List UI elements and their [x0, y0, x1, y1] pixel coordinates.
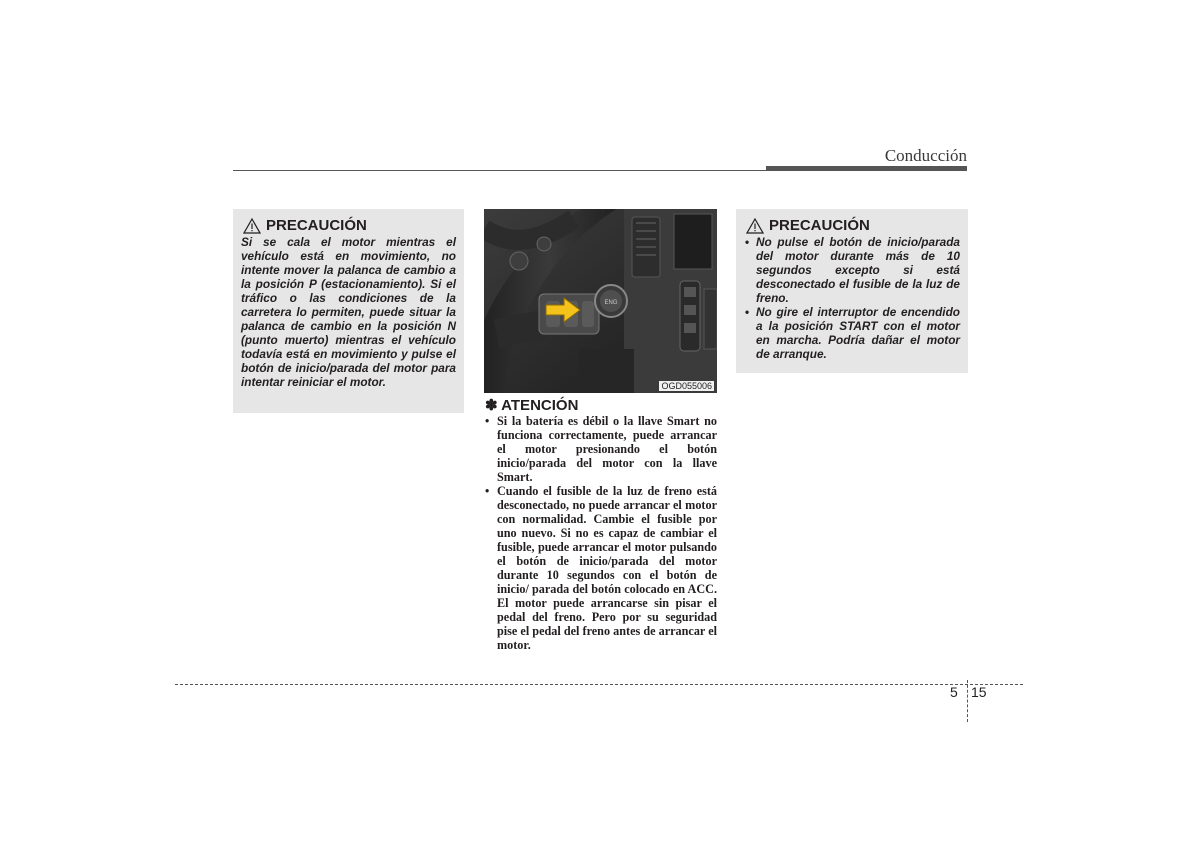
chapter-number: 5 — [950, 684, 958, 700]
list-item: • Si la batería es débil o la llave Smart no funciona correctamente, puede arrancar el motor presionando el botón inicio/parada del motor con la llave Smart. — [484, 414, 717, 484]
warning-triangle-icon — [746, 218, 764, 234]
precaucion-title: PRECAUCIÓN — [266, 217, 367, 234]
precaucion-title: PRECAUCIÓN — [769, 217, 870, 234]
header-accent-bar — [766, 166, 967, 171]
precaucion-heading — [241, 217, 456, 234]
warning-triangle-icon — [243, 218, 261, 234]
footer-divider — [967, 680, 968, 722]
list-item: • Cuando el fusible de la luz de freno está desconectado, no puede arrancar el motor con normalidad. Cambie el fusible por uno nuevo. Si no es capaz de cambiar el fusible, puede arrancar el motor pulsando el botón de inicio/parada del motor durante 10 segundos con el botón de inicio/ parada del botón colocado en ACC. El motor puede arrancarse sin pisar el pedal del freno. Pero por su seguridad pise el pedal del freno antes de arrancar el motor. — [484, 484, 717, 652]
precaucion-list — [744, 235, 960, 361]
footer-rule — [175, 684, 1023, 685]
atencion-title: ✽ ATENCIÓN — [485, 397, 579, 414]
precaucion-box-right — [736, 209, 968, 373]
page-number: 15 — [971, 684, 987, 700]
steering-wheel-photo — [484, 209, 717, 393]
list-item: • No pulse el botón de inicio/parada del motor durante más de 10 segundos excepto si está desconectado el fusible de la luz de freno. — [744, 235, 960, 305]
precaucion-box-left — [233, 209, 464, 413]
atencion-list — [484, 414, 717, 652]
section-title: Conducción — [884, 146, 967, 165]
precaucion-heading — [744, 217, 960, 234]
precaucion-text: Si se cala el motor mientras el vehículo está en movimiento, no intente mover la palanca de cambio a la posición P (estacionamiento). Si el tráfico o las condiciones de la carretera lo permiten, puede situar la palanca de cambio en la posición N (punto muerto) mientras el vehículo todavía está en movimiento y pulse el botón de inicio/parada del motor para intentar reiniciar el motor. — [241, 235, 456, 389]
list-item: • No gire el interruptor de encendido a la posición START con el motor en marcha. Podría dañar el motor de arranque. — [744, 305, 960, 361]
svg-text:ENG: ENG — [604, 300, 618, 306]
figure-caption: OGD055006 — [661, 381, 712, 391]
steering-wheel-start-button-photo — [484, 209, 717, 393]
